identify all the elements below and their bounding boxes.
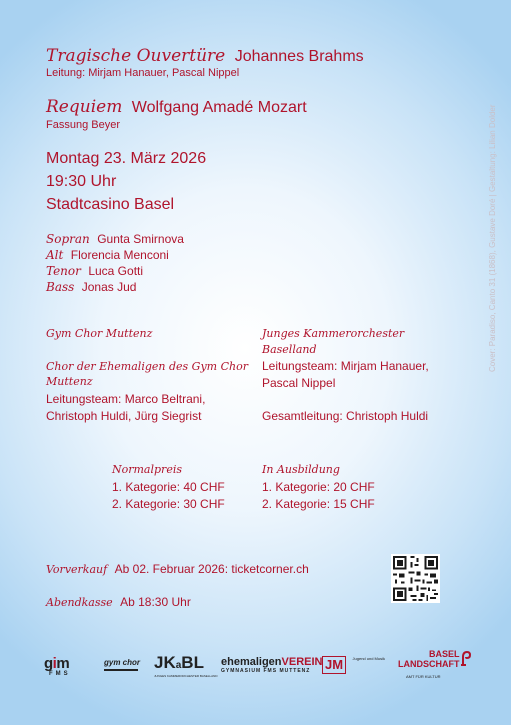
soloist-voice: Alt (46, 248, 64, 262)
bl-logo-line2: LANDSCHAFT (398, 659, 460, 669)
jkbl-logo (154, 654, 218, 678)
gym-chor-logo-underline (104, 669, 138, 671)
ehemaligen-name-line2: Muttenz (46, 375, 93, 388)
work-2-title: Requiem (46, 97, 123, 117)
orchestra-name-line1: Junges Kammerorchester (262, 327, 405, 340)
gym-logo-text-b: m (56, 655, 70, 672)
price-reduced-cat2: 2. Kategorie: 15 CHF (262, 497, 375, 511)
boxoffice-text: Ab 18:30 Uhr (120, 595, 191, 609)
ehemaligen-name-line1: Chor der Ehemaligen des Gym Chor (46, 360, 248, 373)
soloist-row (46, 278, 136, 296)
box-office (46, 593, 191, 611)
event-venue: Stadtcasino Basel (46, 196, 175, 213)
soloist-name: Luca Gotti (88, 264, 144, 278)
left-team-line1: Leitungsteam: Marco Beltrani, (46, 392, 206, 406)
soloist-name: Florencia Menconi (70, 248, 169, 262)
qr-code-icon[interactable] (391, 554, 440, 603)
work-1-title: Tragische Ouvertüre (46, 46, 226, 66)
bl-logo-sub: AMT FÜR KULTUR (406, 674, 441, 679)
presale-label: Vorverkauf (46, 563, 108, 576)
soloist-voice: Bass (46, 280, 75, 294)
presale (46, 560, 309, 578)
gym-logo-dot: i (52, 655, 57, 672)
jkbl-logo-text: JK (154, 653, 176, 672)
soloist-name: Jonas Jud (81, 280, 137, 294)
price-reduced-cat1: 1. Kategorie: 20 CHF (262, 480, 375, 494)
basel-landschaft-logo (398, 650, 460, 679)
bl-logo-line1: BASEL (428, 649, 460, 659)
work-1 (46, 46, 364, 66)
price-normal-cat1: 1. Kategorie: 40 CHF (112, 480, 225, 494)
soloist-name: Gunta Smirnova (97, 232, 184, 246)
gym-chor-logo (104, 658, 140, 671)
event-time: 19:30 Uhr (46, 173, 117, 190)
ehemaligenverein-logo (221, 656, 323, 674)
right-team-line2: Pascal Nippel (262, 376, 336, 390)
ehemaligenverein-logo-text-a: ehemaligen (221, 656, 282, 668)
work-1-composer: Johannes Brahms (234, 48, 364, 65)
gym-logo (44, 656, 78, 677)
left-team-line2: Christoph Huldi, Jürg Siegrist (46, 409, 202, 423)
work-2 (46, 97, 307, 117)
sponsor-logos (44, 650, 474, 686)
gym-logo-sub: FMS (49, 671, 71, 677)
jkbl-logo-sub: JUNGES KAMMERORCHESTER BASELLAND (154, 674, 218, 678)
soloist-voice: Tenor (46, 264, 81, 278)
price-normal-label: Normalpreis (112, 463, 182, 476)
price-reduced-label: In Ausbildung (262, 463, 340, 476)
presale-text[interactable]: Ab 02. Februar 2026: ticketcorner.ch (114, 562, 309, 576)
cover-credit: Cover: Paradiso, Canto 31 (1868), Gustave Doré | Gestaltung: Lilian Dolder (488, 104, 497, 372)
work-2-composer: Wolfgang Amadé Mozart (131, 99, 307, 116)
orchestra-name-line2: Baselland (262, 343, 317, 356)
ehemaligenverein-logo-text-b: VEREIN (281, 656, 323, 668)
jkbl-logo-amp: a (175, 660, 182, 671)
work-2-version: Fassung Beyer (46, 119, 120, 131)
jkbl-logo-text-b: BL (181, 653, 204, 672)
soloist-voice: Sopran (46, 232, 90, 246)
boxoffice-label: Abendkasse (46, 596, 113, 609)
price-normal-cat2: 2. Kategorie: 30 CHF (112, 497, 225, 511)
work-1-conductors: Leitung: Mirjam Hanauer, Pascal Nippel (46, 67, 240, 79)
jm-logo-text: Jugend und Musik (352, 656, 385, 661)
gym-chor-logo-text: gym chor (104, 658, 141, 667)
crosier-icon (460, 651, 471, 672)
gym-logo-text-a: g (44, 655, 53, 672)
gym-chor-name: Gym Chor Muttenz (46, 327, 153, 340)
ehemaligenverein-logo-sub: GYMNASIUM FMS MUTTENZ (221, 668, 311, 674)
jugend-und-musik-logo (322, 656, 385, 674)
event-date: Montag 23. März 2026 (46, 150, 207, 167)
overall-director: Gesamtleitung: Christoph Huldi (262, 409, 429, 423)
right-team-line1: Leitungsteam: Mirjam Hanauer, (262, 359, 429, 373)
jm-logo-mark: JM (322, 656, 346, 674)
